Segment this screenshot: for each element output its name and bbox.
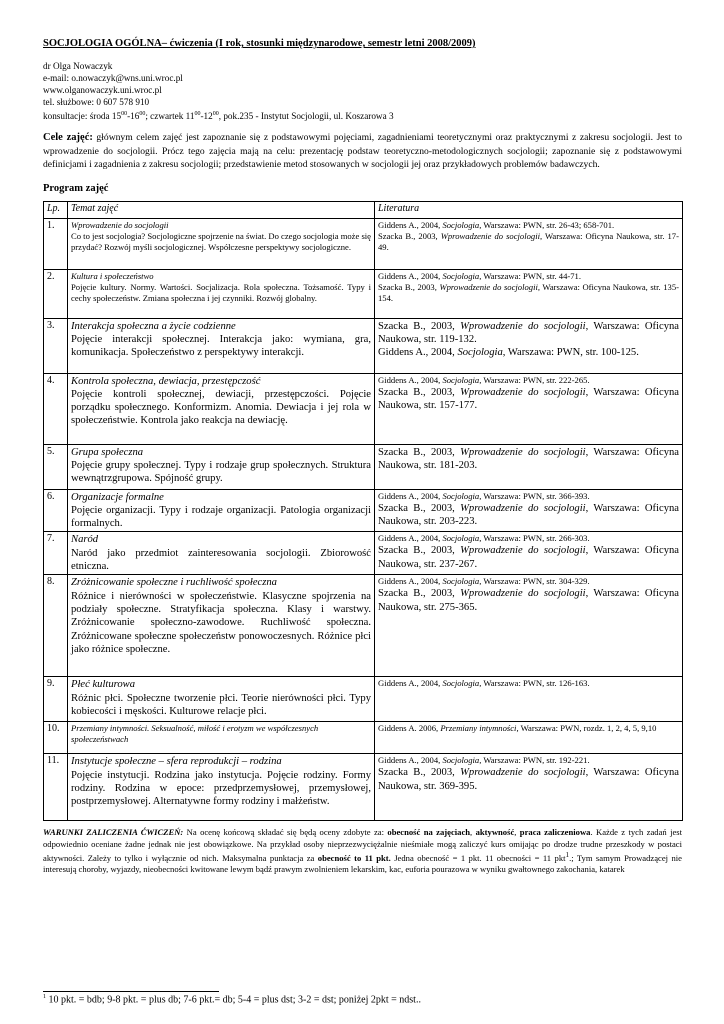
contact-block bbox=[43, 60, 682, 122]
literature-entry: Giddens A., 2004, Socjologia, Warszawa: PWN, str. 366-393. bbox=[378, 490, 590, 501]
literature-entry: Giddens A., 2004, Socjologia, Warszawa: PWN, str. 192-221. bbox=[378, 755, 590, 766]
table-row bbox=[44, 373, 683, 444]
topic-description: Pojęcie grupy społecznej. Typy i rodzaje grup społecznych. Struktura wewnątrzgrupowa. Spójność grupy. bbox=[71, 459, 371, 485]
table-row bbox=[44, 677, 683, 722]
literature-cell bbox=[375, 269, 683, 318]
table-row bbox=[44, 489, 683, 532]
topic-description: Co to jest socjologia? Socjologiczne spojrzenie na świat. Do czego socjologia może się przydać? Rozwój myśli socjologicznej. Współczesne perspektywy socjologiczne. bbox=[71, 230, 371, 252]
topic-title: Instytucje społeczne – sfera reprodukcji – rodzina bbox=[71, 756, 282, 768]
topic-description: Pojęcie kultury. Normy. Wartości. Socjalizacja. Rola społeczna. Tożsamość. Typy i cechy społeczeństw. Zmiana społeczna i jej czynniki. Rozwój globalny. bbox=[71, 281, 371, 303]
footnote-divider bbox=[43, 991, 219, 992]
topic-cell bbox=[68, 444, 375, 489]
topic-title: Przemiany intymności. Seksualność, miłość i erotyzm we współczesnych społeczeństwach bbox=[71, 723, 319, 745]
literature-entry: Szacka B., 2003, Wprowadzenie do socjologii, Warszawa: Oficyna Naukowa, str. 369-395. bbox=[378, 767, 679, 792]
topic-cell bbox=[68, 318, 375, 373]
literature-entry: Szacka B., 2003, Wprowadzenie do socjologii, Warszawa: Oficyna Naukowa, str. 119-132. bbox=[378, 320, 679, 345]
table-row bbox=[44, 532, 683, 575]
row-number: 5. bbox=[44, 444, 68, 489]
literature-cell bbox=[375, 373, 683, 444]
topic-description: Naród jako przedmiot zainteresowania socjologii. Zbiorowość etniczna. bbox=[71, 547, 371, 573]
topic-title: Kontrola społeczna, dewiacja, przestępczość bbox=[71, 375, 261, 387]
literature-entry: Szacka B., 2003, Wprowadzenie do socjologii, Warszawa: Oficyna Naukowa, str. 181-203. bbox=[378, 446, 679, 471]
topic-description: Pojęcie interakcji społecznej. Interakcja jako: wymiana, gra, komunikacja. Społeczeństwo z perspektywy interakcji. bbox=[71, 333, 371, 359]
topic-cell bbox=[68, 218, 375, 269]
header-topic: Temat zajęć bbox=[68, 201, 375, 218]
topic-title: Organizacje formalne bbox=[71, 491, 164, 503]
topic-title: Wprowadzenie do socjologii bbox=[71, 219, 169, 230]
topic-description: Pojęcie instytucji. Rodzina jako instytucja. Pojęcie rodziny. Formy rodziny. Rodzina w epoce: przedprzemysłowej, przemysłowej, postprzemysłowej. Alternatywne formy rodziny i małżeństw. bbox=[71, 769, 371, 808]
literature-cell bbox=[375, 754, 683, 821]
literature-entry: Giddens A., 2004, Socjologia, Warszawa: PWN, str. 222-265. bbox=[378, 374, 590, 385]
literature-cell bbox=[375, 489, 683, 532]
row-number: 9. bbox=[44, 677, 68, 722]
topic-description: Różnic płci. Społeczne tworzenie płci. Teorie nierówności płci. Typy kobiecości i męskości. Kulturowe relacje płci. bbox=[71, 692, 371, 717]
literature-cell bbox=[375, 218, 683, 269]
literature-entry: Giddens A., 2004, Socjologia, Warszawa: PWN, str. 126-163. bbox=[378, 678, 590, 689]
topic-description: Pojęcie organizacji. Typy i rodzaje organizacji. Patologia organizacji formalnych. bbox=[71, 504, 371, 530]
topic-cell bbox=[68, 532, 375, 575]
literature-entry: Giddens A., 2004, Socjologia, Warszawa: PWN, str. 266-303. bbox=[378, 533, 590, 544]
literature-entry: Szacka B., 2003, Wprowadzenie do socjologii, Warszawa: Oficyna Naukowa, str. 203-223. bbox=[378, 502, 679, 527]
literature-cell bbox=[375, 722, 683, 754]
topic-title: Kultura i społeczeństwo bbox=[71, 270, 154, 281]
topic-title: Interakcja społeczna a życie codzienne bbox=[71, 320, 236, 332]
literature-entry: Giddens A., 2004, Socjologia, Warszawa: PWN, str. 26-43; 658-701. bbox=[378, 219, 615, 230]
table-row bbox=[44, 269, 683, 318]
topic-title: Grupa społeczna bbox=[71, 446, 144, 458]
topic-description: Pojęcie kontroli społecznej, dewiacji, przestępczości. Pojęcie porządku społecznego. Konformizm. Anomia. Dewiacja i jej rola w społeczeństwie. Kontrola jako reakcja na dewiację. bbox=[71, 388, 371, 427]
literature-cell bbox=[375, 677, 683, 722]
table-row bbox=[44, 444, 683, 489]
row-number: 1. bbox=[44, 218, 68, 269]
header-lp: Lp. bbox=[44, 201, 68, 218]
table-row bbox=[44, 318, 683, 373]
email-text: e-mail: o.nowaczyk@wns.uni.wroc.pl bbox=[43, 73, 183, 83]
literature-cell bbox=[375, 532, 683, 575]
topic-cell bbox=[68, 677, 375, 722]
topic-cell bbox=[68, 269, 375, 318]
literature-entry: Szacka B., 2003, Wprowadzenie do socjologii, Warszawa: Oficyna Naukowa, str. 237-267. bbox=[378, 545, 679, 570]
program-table bbox=[43, 201, 683, 822]
literature-entry: Szacka B., 2003, Wprowadzenie do socjologii, Warszawa: Oficyna Naukowa, str. 17-49. bbox=[378, 230, 679, 252]
page-title: SOCJOLOGIA OGÓLNA– ćwiczenia (I rok, stosunki międzynarodowe, semestr letni 2008/2009) bbox=[43, 38, 476, 49]
row-number: 3. bbox=[44, 318, 68, 373]
topic-cell bbox=[68, 722, 375, 754]
passing-conditions: WARUNKI ZALICZENIA ĆWICZEŃ: Na ocenę końcową składać się będą oceny zdobyte za: obecność na zajęciach, aktywność, praca zaliczeniowa. Każde z tych zadań jest odpowiednio oceniane żadne jednak nie jest obowiązkowe. Na przykład osoby nieprzezwyciężalnie nieśmiałe mogą zaliczyć kurs omijając po drodze trudne przeszkody w postaci aktywności. Zależy to tylko i wyłącznie od nich. Maksymalna punktacja za obecność to 11 pkt. Jedna obecność = 1 pkt. 11 obecności = 11 pkt$^1$.; Tym samym Prowadzącej nie interesują choroby, wyjazdy, nieobecności kwitowane lewym bądź prawym zwolnieniem lekarskim, kac, euforia pourazowa w wyniku gwałtownego zakochania, katarek bbox=[43, 827, 683, 874]
literature-entry: Szacka B., 2003, Wprowadzenie do socjologii, Warszawa: Oficyna Naukowa, str. 157-177. bbox=[378, 386, 679, 411]
phone-text: tel. służbowe: 0 607 578 910 bbox=[43, 97, 150, 107]
program-heading: Program zajęć bbox=[43, 182, 109, 194]
topic-cell bbox=[68, 754, 375, 821]
row-number: 2. bbox=[44, 269, 68, 318]
row-number: 11. bbox=[44, 754, 68, 821]
topic-cell bbox=[68, 575, 375, 677]
table-row bbox=[44, 722, 683, 754]
table-row bbox=[44, 754, 683, 821]
literature-cell bbox=[375, 444, 683, 489]
literature-entry: Giddens A., 2004, Socjologia, Warszawa: PWN, str. 100-125. bbox=[378, 347, 639, 359]
literature-entry: Giddens A. 2006, Przemiany intymności, Warszawa: PWN, rozdz. 1, 2, 4, 5, 9,10 bbox=[378, 723, 657, 734]
literature-entry: Szacka B., 2003, Wprowadzenie do socjologii, Warszawa: Oficyna Naukowa, str. 135-154. bbox=[378, 281, 679, 303]
topic-cell bbox=[68, 489, 375, 532]
topic-title: Zróżnicowanie społeczne i ruchliwość społeczna bbox=[71, 577, 277, 589]
header-literature: Literatura bbox=[375, 201, 683, 218]
goals-text: głównym celem zajęć jest zapoznanie się z podstawowymi pojęciami, zagadnieniami teoretycznymi oraz praktycznymi z zakresu socjologii. Jest to wprowadzenie do socjologii. Prócz tego zajęcia mają na celu: prezentację podstaw teoretyczno-metodologicznych socjologii; zapoznanie się z podstawowymi definicjami i zagadnienia z zakresu socjologii; przedstawienie metod stosowanych w socjologii jej oraz przykładowych problemów badawczych. bbox=[43, 132, 683, 171]
document-page bbox=[43, 38, 682, 875]
literature-entry: Szacka B., 2003, Wprowadzenie do socjologii, Warszawa: Oficyna Naukowa, str. 275-365. bbox=[378, 588, 679, 613]
topic-description: Różnice i nierówności w społeczeństwie. Klasyczne spojrzenia na podziały społeczne. Stratyfikacja społeczna. Klasy i warstwy. Zróżnicowanie społeczno-zawodowe. Ruchliwość społeczna. Zróżnicowane społeczne społeczeństw ponowoczesnych. Różnice płci jako różnice społeczne. bbox=[71, 590, 371, 655]
instructor-name: dr Olga Nowaczyk bbox=[43, 61, 113, 71]
row-number: 8. bbox=[44, 575, 68, 677]
topic-title: Płeć kulturowa bbox=[71, 679, 136, 691]
goals-label: Cele zajęć: bbox=[43, 132, 93, 144]
literature-entry: Giddens A., 2004, Socjologia, Warszawa: PWN, str. 44-71. bbox=[378, 270, 581, 281]
course-goals bbox=[43, 131, 682, 172]
literature-cell bbox=[375, 575, 683, 677]
topic-title: Naród bbox=[71, 534, 99, 546]
topic-cell bbox=[68, 373, 375, 444]
row-number: 6. bbox=[44, 489, 68, 532]
office-hours: konsultacje: środa $15^{00}-16^{00}$; czwartek $11^{00}-12^{00}$, pok.235 - Instytut Socjologii, ul. Koszarowa 3 bbox=[43, 111, 394, 122]
literature-entry: Giddens A., 2004, Socjologia, Warszawa: PWN, str. 304-329. bbox=[378, 576, 590, 587]
table-row bbox=[44, 575, 683, 677]
table-row bbox=[44, 218, 683, 269]
footnote: $^1$ 10 pkt. = bdb; 9-8 pkt. = plus db; 7-6 pkt.= db; 5-4 = plus dst; 3-2 = dst; poniżej 2pkt = ndst.. bbox=[43, 994, 421, 1006]
row-number: 7. bbox=[44, 532, 68, 575]
row-number: 10. bbox=[44, 722, 68, 754]
row-number: 4. bbox=[44, 373, 68, 444]
literature-cell bbox=[375, 318, 683, 373]
table-header-row bbox=[44, 201, 683, 218]
website-text: www.olganowaczyk.uni.wroc.pl bbox=[43, 85, 162, 95]
